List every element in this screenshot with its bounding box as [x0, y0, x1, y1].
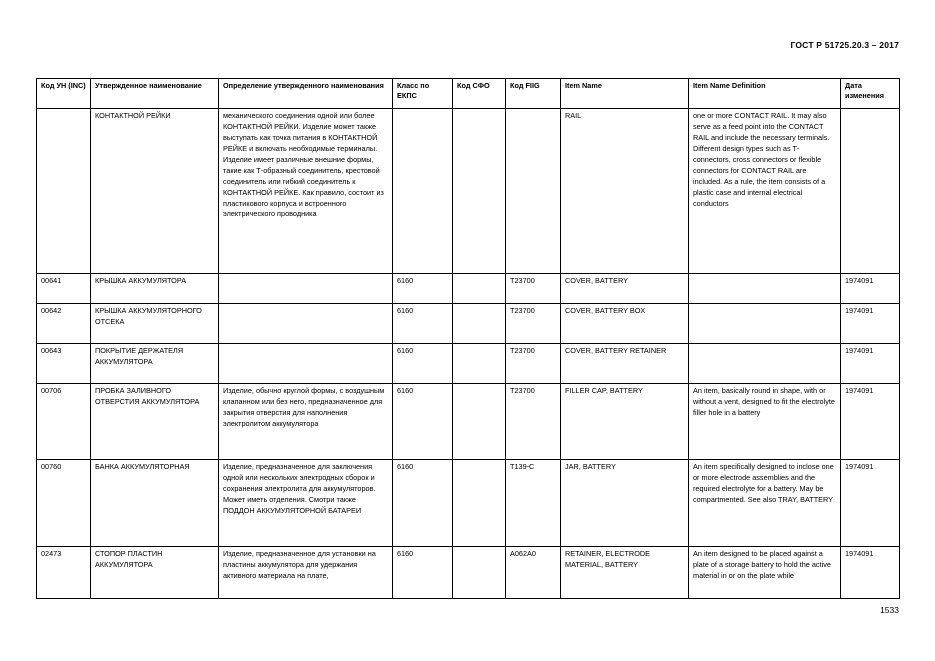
- table-cell: 6160: [393, 274, 453, 304]
- table-cell: 6160: [393, 384, 453, 460]
- table-cell: ПОКРЫТИЕ ДЕРЖАТЕЛЯ АККУМУЛЯТОРА: [91, 344, 219, 384]
- table-cell: COVER, BATTERY: [561, 274, 689, 304]
- table-row: [37, 274, 900, 304]
- table-cell: [689, 274, 841, 304]
- table-cell: 6160: [393, 547, 453, 599]
- table-row: [37, 460, 900, 547]
- column-header: Утвержденное наименование: [91, 79, 219, 109]
- table-cell: 1974091: [841, 274, 900, 304]
- table-cell: БАНКА АККУМУЛЯТОРНАЯ: [91, 460, 219, 547]
- table-row: [37, 384, 900, 460]
- table-cell: COVER, BATTERY RETAINER: [561, 344, 689, 384]
- table-cell: FILLER CAP, BATTERY: [561, 384, 689, 460]
- table-row: [37, 344, 900, 384]
- table-cell: RAIL: [561, 109, 689, 274]
- table-cell: [219, 304, 393, 344]
- table-cell: 6160: [393, 304, 453, 344]
- table-cell: [453, 274, 506, 304]
- column-header: Item Name: [561, 79, 689, 109]
- table-cell: Изделие, предназначенное для заключения одной или нескольких электродных сборок и сохранения электролита для аккумуляторов. Может иметь отделения. Смотри также ПОДДОН АККУМУЛЯТОРНОЙ БАТАРЕИ: [219, 460, 393, 547]
- table-cell: [689, 344, 841, 384]
- table-cell: ПРОБКА ЗАЛИВНОГО ОТВЕРСТИЯ АККУМУЛЯТОРА: [91, 384, 219, 460]
- column-header: Класс по ЕКПС: [393, 79, 453, 109]
- table-cell: [453, 547, 506, 599]
- column-header: Код УН (INC): [37, 79, 91, 109]
- table-cell: [453, 460, 506, 547]
- table-cell: 1974091: [841, 304, 900, 344]
- table-cell: СТОПОР ПЛАСТИН АККУМУЛЯТОРА: [91, 547, 219, 599]
- column-header: Код FIIG: [506, 79, 561, 109]
- table-cell: JAR, BATTERY: [561, 460, 689, 547]
- catalog-table: [36, 78, 900, 599]
- table-cell: COVER, BATTERY BOX: [561, 304, 689, 344]
- table-cell: 00706: [37, 384, 91, 460]
- table-cell: RETAINER, ELECTRODE MATERIAL, BATTERY: [561, 547, 689, 599]
- table-cell: [37, 109, 91, 274]
- table-cell: 00642: [37, 304, 91, 344]
- table-cell: An item specifically designed to inclose one or more electrode assemblies and the required electrolyte for a battery. May be compartmented. See also TRAY, BATTERY: [689, 460, 841, 547]
- table-cell: 00641: [37, 274, 91, 304]
- table-cell: [689, 304, 841, 344]
- table-cell: [841, 109, 900, 274]
- table-cell: T23700: [506, 274, 561, 304]
- table-cell: КРЫШКА АККУМУЛЯТОРНОГО ОТСЕКА: [91, 304, 219, 344]
- table-body: [37, 109, 900, 599]
- page-number: 1533: [880, 605, 899, 615]
- table-cell: T23700: [506, 384, 561, 460]
- table-cell: 1974091: [841, 460, 900, 547]
- table-cell: T23700: [506, 344, 561, 384]
- column-header: Item Name Definition: [689, 79, 841, 109]
- table-cell: КРЫШКА АККУМУЛЯТОРА: [91, 274, 219, 304]
- table-cell: Изделие, обычно круглой формы, с воздушным клапанном или без него, предназначенное для закрытия отверстия для наполнения электролитом аккумулятора: [219, 384, 393, 460]
- column-header: Код СФО: [453, 79, 506, 109]
- table-cell: [219, 344, 393, 384]
- table-cell: 1974091: [841, 344, 900, 384]
- table-cell: An item designed to be placed against a plate of a storage battery to hold the active material in or on the plate while: [689, 547, 841, 599]
- table-cell: 6160: [393, 344, 453, 384]
- table-cell: A062A0: [506, 547, 561, 599]
- table-cell: КОНТАКТНОЙ РЕЙКИ: [91, 109, 219, 274]
- table-cell: [219, 274, 393, 304]
- table-cell: механического соединения одной или более КОНТАКТНОЙ РЕЙКИ. Изделие может также выступать как точка питания в КОНТАКТНОЙ РЕЙКЕ и включать необходимые терминалы. Изделие имеет различные внешние формы, такие как Т-образный соединитель, крестовой соединитель или гибкий соединитель к КОНТАКТНОЙ РЕЙКЕ. Как правило, состоит из пластикового корпуса и встроенного электрического проводника: [219, 109, 393, 274]
- table-cell: one or more CONTACT RAIL. It may also serve as a feed point into the CONTACT RAIL and include the necessary terminals. Different design types such as T-connectors, cross connectors or flexible connectors for CONTACT RAIL are included. As a rule, the item consists of a plastic case and internal electrical conductors: [689, 109, 841, 274]
- table-cell: 00760: [37, 460, 91, 547]
- table-cell: An item, basically round in shape, with or without a vent, designed to fit the electrolyte filler hole in a battery: [689, 384, 841, 460]
- table-cell: 00643: [37, 344, 91, 384]
- document-standard-header: ГОСТ Р 51725.20.3 – 2017: [790, 40, 899, 50]
- table-cell: 1974091: [841, 384, 900, 460]
- table-row: [37, 304, 900, 344]
- table-row: [37, 547, 900, 599]
- table-cell: [506, 109, 561, 274]
- table-cell: T139-C: [506, 460, 561, 547]
- table-header-row: [37, 79, 900, 109]
- table-cell: [453, 304, 506, 344]
- column-header: Определение утвержденного наименования: [219, 79, 393, 109]
- table-cell: Изделие, предназначенное для установки на пластины аккумулятора для удержания активного материала на плате,: [219, 547, 393, 599]
- table-cell: [393, 109, 453, 274]
- table-cell: 1974091: [841, 547, 900, 599]
- table-cell: [453, 109, 506, 274]
- table-cell: 02473: [37, 547, 91, 599]
- table-row: [37, 109, 900, 274]
- table-cell: T23700: [506, 304, 561, 344]
- table-cell: [453, 344, 506, 384]
- table-cell: [453, 384, 506, 460]
- table-cell: 6160: [393, 460, 453, 547]
- column-header: Дата изменения: [841, 79, 900, 109]
